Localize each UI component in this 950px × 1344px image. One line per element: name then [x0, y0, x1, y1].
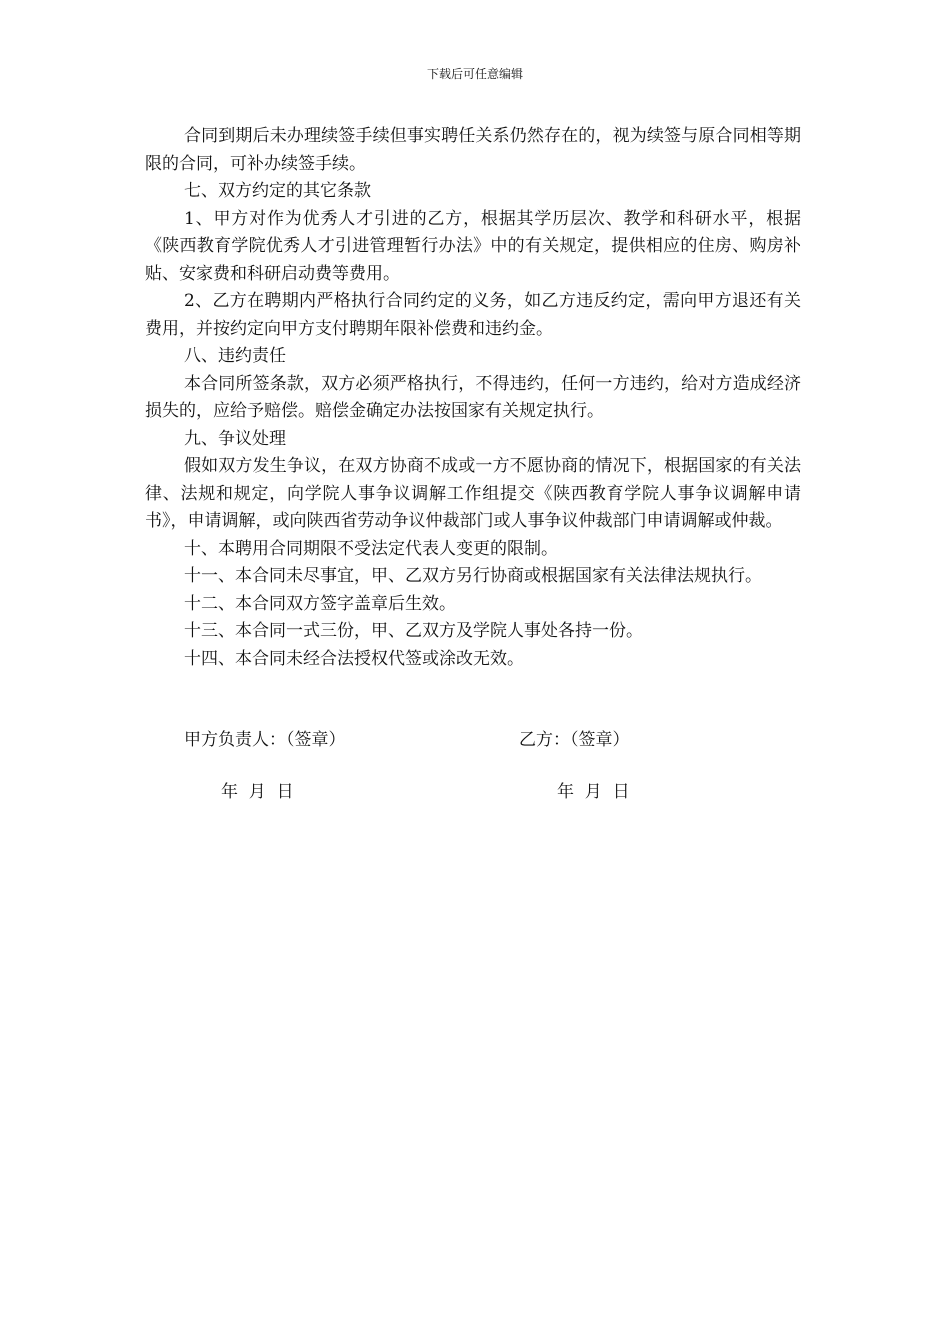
clause-fourteen: 十四、本合同未经合法授权代签或涂改无效。 [184, 648, 524, 669]
party-b-date: 年 月 日 [557, 782, 630, 802]
heading-breach-liability: 八、违约责任 [184, 346, 286, 366]
heading-dispute-resolution: 九、争议处理 [184, 428, 286, 449]
party-b-signature-label: 乙方：（签章） [519, 730, 630, 750]
paragraph-talent-benefits: 1、甲方对作为优秀人才引进的乙方，根据其学历层次、教学和科研水平，根据《陕西教育学院优秀人才引进管理暂行办法》中的有关规定，提供相应的住房、购房补贴、安家费和科研启动费等费用。 [145, 208, 801, 284]
clause-eleven: 十一、本合同未尽事宜，甲、乙双方另行协商或根据国家有关法律法规执行。 [184, 566, 762, 586]
paragraph-dispute-procedure: 假如双方发生争议，在双方协商不成或一方不愿协商的情况下，根据国家的有关法律、法规和规定，向学院人事争议调解工作组提交《陕西教育学院人事争议调解申请书》，申请调解，或向陕西省劳动争议仲裁部门或人事争议仲裁部门申请调解或仲裁。 [145, 456, 801, 531]
party-a-signature-label: 甲方负责人：（签章） [184, 730, 346, 750]
contract-body [145, 123, 801, 673]
paragraph-renewal: 合同到期后未办理续签手续但事实聘任关系仍然存在的，视为续签与原合同相等期限的合同，可补办续签手续。 [145, 126, 801, 174]
paragraph-refund-obligation: 2、乙方在聘期内严格执行合同约定的义务，如乙方违反约定，需向甲方退还有关费用，并按约定向甲方支付聘期年限补偿费和违约金。 [145, 291, 801, 339]
clause-twelve: 十二、本合同双方签字盖章后生效。 [184, 593, 456, 614]
clause-ten: 十、本聘用合同期限不受法定代表人变更的限制。 [184, 538, 558, 559]
paragraph-breach-compensation: 本合同所签条款，双方必须严格执行，不得违约，任何一方违约，给对方造成经济损失的，应给予赔偿。赔偿金确定办法按国家有关规定执行。 [145, 373, 801, 421]
heading-other-terms: 七、双方约定的其它条款 [184, 181, 371, 201]
page-header: 下载后可任意编辑 [426, 67, 523, 81]
clause-thirteen: 十三、本合同一式三份，甲、乙双方及学院人事处各持一份。 [184, 621, 643, 641]
party-a-date: 年 月 日 [221, 782, 294, 802]
